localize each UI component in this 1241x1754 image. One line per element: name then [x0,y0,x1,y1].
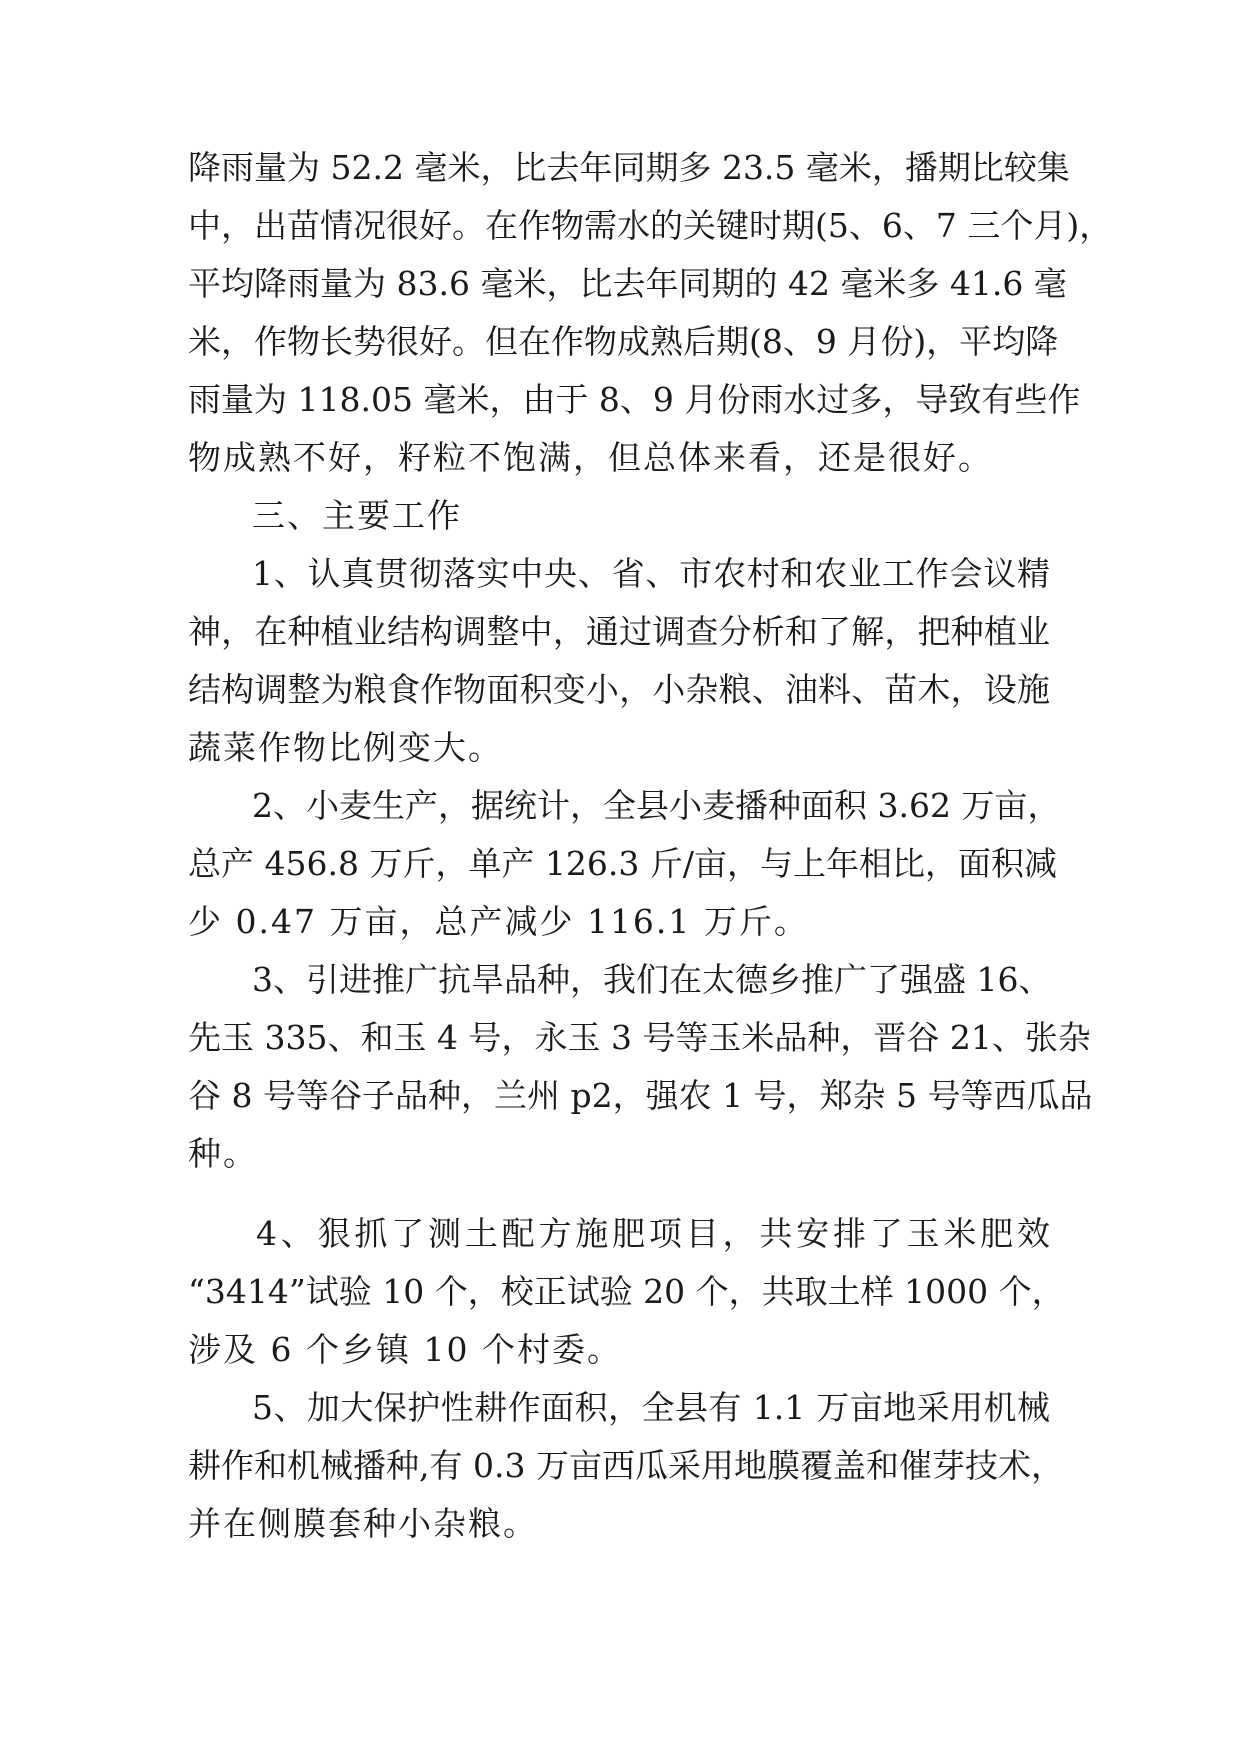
text-line: “3414”试验 10 个，校正试验 20 个，共取土样 1000 个， [188,1272,1065,1311]
text-line: 谷 8 号等谷子品种，兰州 p2，强农 1 号，郑杂 5 号等西瓜品 [188,1076,1093,1115]
text-line: 种。 [188,1134,258,1173]
text-line: 耕作和机械播种,有 0.3 万亩西瓜采用地膜覆盖和催芽技术， [188,1446,1064,1485]
text-line: 并在侧膜套种小杂粮。 [188,1504,538,1543]
text-line: 涉及 6 个乡镇 10 个村委。 [188,1330,622,1369]
text-line: 雨量为 118.05 毫米，由于 8、9 月份雨水过多，导致有些作 [188,380,1081,419]
text-line: 2、小麦生产，据统计，全县小麦播种面积 3.62 万亩， [252,786,1061,825]
text-line: 先玉 335、和玉 4 号，永玉 3 号等玉米品种，晋谷 21、张杂 [188,1018,1091,1057]
text-line: 物成熟不好，籽粒不饱满，但总体来看，还是很好。 [188,438,993,477]
text-line: 5、加大保护性耕作面积，全县有 1.1 万亩地采用机械 [252,1388,1050,1427]
text-line: 总产 456.8 万斤，单产 126.3 斤/亩，与上年相比，面积减 [188,844,1058,883]
section-heading: 三、主要工作 [252,496,462,535]
text-line: 3、引进推广抗旱品种，我们在太德乡推广了强盛 16、 [252,960,1052,999]
text-line: 1、认真贯彻落实中央、省、市农村和农业工作会议精 [252,554,1050,593]
text-line: 结构调整为粮食作物面积变小，小杂粮、油料、苗木，设施 [188,670,1050,709]
text-line: 蔬菜作物比例变大。 [188,728,503,767]
text-line: 平均降雨量为 83.6 毫米，比去年同期的 42 毫米多 41.6 毫 [188,264,1067,303]
text-line: 少 0.47 万亩，总产减少 116.1 万斤。 [188,902,809,941]
text-line: 中，出苗情况很好。在作物需水的关键时期(5、6、7 三个月)， [188,206,1113,245]
text-line: 降雨量为 52.2 毫米，比去年同期多 23.5 毫米，播期比较集 [188,148,1070,187]
text-line: 神，在种植业结构调整中，通过调查分析和了解，把种植业 [188,612,1050,651]
text-line: 4、狠抓了测土配方施肥项目，共安排了玉米肥效 [256,1214,1050,1253]
text-line: 米，作物长势很好。但在作物成熟后期(8、9 月份)，平均降 [188,322,1059,361]
